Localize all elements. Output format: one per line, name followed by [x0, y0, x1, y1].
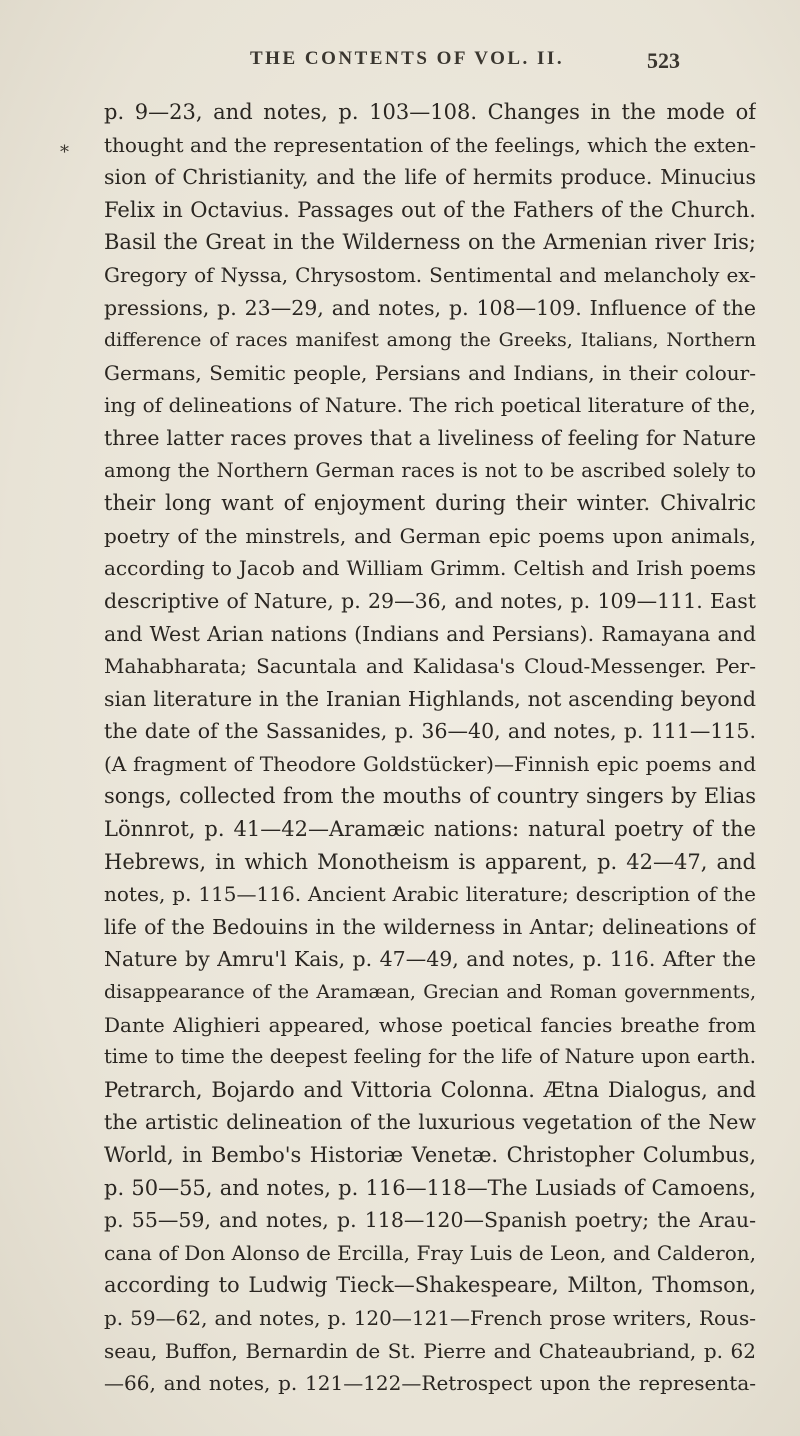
text-line: and West Arian nations (Indians and Persians). Ramayana and	[104, 621, 756, 646]
text-line: notes, p. 115—116. Ancient Arabic literature; description of the	[104, 882, 756, 907]
text-line: according to Jacob and William Grimm. Celtish and Irish poems	[104, 556, 756, 581]
text-line: World, in Bembo's Historiæ Venetæ. Christopher Columbus,	[104, 1143, 756, 1167]
text-line: (A fragment of Theodore Goldstücker)—Finnish epic poems and	[104, 751, 756, 776]
text-line: sion of Christianity, and the life of hermits produce. Minucius	[104, 165, 756, 190]
text-line: Hebrews, in which Monotheism is apparent, p. 42—47, and	[104, 849, 756, 874]
text-line: life of the Bedouins in the wilderness in Antar; delineations of	[104, 914, 756, 939]
text-line: p. 55—59, and notes, p. 118—120—Spanish poetry; the Arau-	[104, 1208, 756, 1233]
text-line: the date of the Sassanides, p. 36—40, and notes, p. 111—115.	[104, 719, 756, 744]
text-line: their long want of enjoyment during their winter. Chivalric	[104, 491, 756, 516]
text-line: descriptive of Nature, p. 29—36, and notes, p. 109—111. East	[104, 588, 756, 613]
text-line: Gregory of Nyssa, Chrysostom. Sentimental and melancholy ex-	[104, 262, 756, 287]
text-line: among the Northern German races is not to be ascribed solely to	[104, 458, 756, 482]
text-line: pressions, p. 23—29, and notes, p. 108—109. Influence of the	[104, 295, 756, 320]
text-line: Felix in Octavius. Passages out of the Fathers of the Church.	[104, 197, 756, 222]
text-line: ing of delineations of Nature. The rich poetical literature of the,	[104, 393, 756, 418]
text-line: Nature by Amru'l Kais, p. 47—49, and notes, p. 116. After the	[104, 947, 756, 972]
page-number: 523	[647, 48, 680, 73]
text-line: according to Ludwig Tieck—Shakespeare, Milton, Thomson,	[104, 1273, 756, 1298]
text-line: Lönnrot, p. 41—42—Aramæic nations: natural poetry of the	[104, 817, 756, 842]
text-line: p. 50—55, and notes, p. 116—118—The Lusiads of Camoens,	[104, 1175, 756, 1200]
text-line: —66, and notes, p. 121—122—Retrospect upon the representa-	[104, 1371, 756, 1396]
body-text	[104, 96, 756, 1400]
text-line: p. 59—62, and notes, p. 120—121—French prose writers, Rous-	[104, 1305, 756, 1330]
text-line: poetry of the minstrels, and German epic poems upon animals,	[104, 523, 756, 548]
text-line: thought and the representation of the feelings, which the exten-	[104, 132, 756, 157]
text-line: difference of races manifest among the Greeks, Italians, Northern	[104, 329, 756, 352]
text-line: Mahabharata; Sacuntala and Kalidasa's Cloud-Messenger. Per-	[104, 654, 756, 679]
text-line: three latter races proves that a liveliness of feeling for Nature	[104, 425, 756, 450]
text-line: Dante Alighieri appeared, whose poetical fancies breathe from	[104, 1012, 756, 1037]
text-line: seau, Buffon, Bernardin de St. Pierre and Chateaubriand, p. 62	[104, 1338, 756, 1363]
text-line: sian literature in the Iranian Highlands, not ascending beyond	[104, 686, 756, 711]
text-line: Germans, Semitic people, Persians and Indians, in their colour-	[104, 360, 756, 385]
text-line: Basil the Great in the Wilderness on the Armenian river Iris;	[104, 230, 756, 255]
text-line: songs, collected from the mouths of country singers by Elias	[104, 784, 756, 809]
running-head	[250, 48, 680, 78]
text-line: p. 9—23, and notes, p. 103—108. Changes in the mode of	[104, 100, 756, 124]
text-line: time to time the deepest feeling for the life of Nature upon earth.	[104, 1045, 756, 1069]
text-line: the artistic delineation of the luxurious vegetation of the New	[104, 1110, 756, 1135]
margin-mark: *	[60, 142, 69, 163]
text-line: disappearance of the Aramæan, Grecian and Roman governments,	[104, 981, 756, 1004]
text-line: Petrarch, Bojardo and Vittoria Colonna. Ætna Dialogus, and	[104, 1077, 756, 1102]
text-line: cana of Don Alonso de Ercilla, Fray Luis de Leon, and Calderon,	[104, 1240, 756, 1265]
running-title: THE CONTENTS OF VOL. II.	[250, 48, 565, 69]
